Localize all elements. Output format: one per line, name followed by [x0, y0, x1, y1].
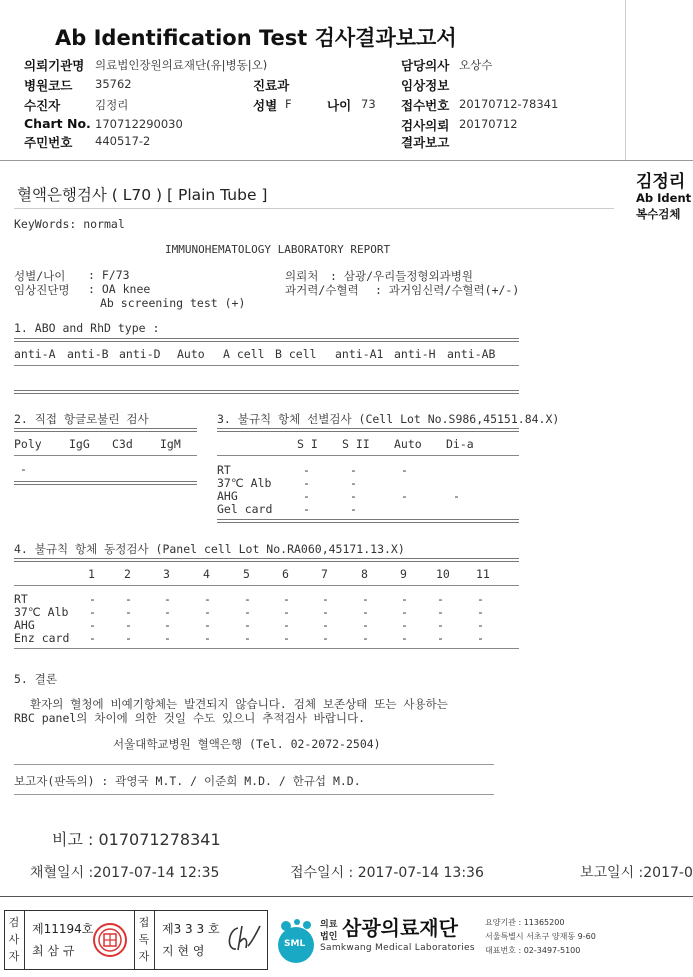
panel-cell: - [401, 592, 408, 606]
panel-cell: - [164, 631, 171, 645]
sex-age-label: 성별/나이 [14, 269, 66, 283]
result-report-label: 결과보고 [401, 135, 450, 150]
reporter-rule-top [14, 764, 494, 765]
panel-cell: - [322, 592, 329, 606]
panel-cell: - [164, 605, 171, 619]
abo-col: anti-A1 [335, 347, 384, 361]
inspector-label: 검사자 [8, 916, 20, 963]
contact-3: 대표번호 : 02-3497-5100 [485, 946, 581, 955]
clinical-info-label: 임상정보 [401, 78, 450, 93]
panel-cell: - [283, 605, 290, 619]
signature-sep [134, 910, 135, 970]
right-tab-line1: Ab Ident [636, 191, 692, 205]
section3-title: 3. 불규칙 항체 선별검사 (Cell Lot No.S986,45151.84.X) [217, 412, 560, 426]
hospital-code-value: 35762 [95, 77, 132, 91]
sex-age-value: : F/73 [88, 268, 130, 282]
panel-cell: - [283, 592, 290, 606]
inspector-name: 최 삼 규 [32, 944, 75, 958]
screen-cell: - [350, 502, 357, 516]
panel-cell: - [89, 631, 96, 645]
org-english: Samkwang Medical Laboratories [320, 943, 475, 953]
right-tab-line2: 복수검체 [636, 207, 681, 221]
report-title: Ab Identification Test 검사결과보고서 [55, 26, 457, 50]
section1-title: 1. ABO and RhD type : [14, 321, 160, 335]
dat-col: Poly [14, 437, 42, 451]
collector-value: 김정리 [95, 98, 129, 112]
panel-cell: - [244, 618, 251, 632]
conclusion-line2: RBC panel의 차이에 의한 것일 수도 있으니 추적검사 바랍니다. [14, 711, 365, 725]
section3-top-rule [217, 428, 519, 432]
panel-cell: - [322, 605, 329, 619]
section2-title: 2. 직접 항글로불린 검사 [14, 412, 149, 426]
panel-cell: - [362, 631, 369, 645]
panel-cell: - [244, 631, 251, 645]
panel-col: 5 [243, 567, 250, 581]
panel-cell: - [125, 592, 132, 606]
panel-col: 2 [124, 567, 131, 581]
remark: 비고 : 017071278341 [52, 830, 221, 849]
panel-cell: - [401, 618, 408, 632]
reporter-rule-bottom [14, 794, 494, 795]
screen-cell: - [350, 463, 357, 477]
panel-row-label: 37℃ Alb [14, 605, 69, 619]
abo-col: anti-B [67, 347, 109, 361]
panel-cell: - [89, 605, 96, 619]
conclusion-line1: 환자의 혈청에 비예기항체는 발견되지 않습니다. 검체 보존상태 또는 사용하는 [30, 697, 448, 711]
footer-divider [0, 896, 693, 897]
doctor-value: 오상수 [459, 58, 493, 72]
panel-cell: - [437, 605, 444, 619]
panel-cell: - [437, 618, 444, 632]
receipt-no-value: 20170712-78341 [459, 97, 559, 111]
panel-cell: - [244, 592, 251, 606]
screening: Ab screening test (+) [100, 296, 246, 310]
right-tab-name: 김정리 [636, 172, 686, 192]
panel-cell: - [362, 592, 369, 606]
panel-cell: - [437, 631, 444, 645]
panel-cell: - [362, 605, 369, 619]
collector-label: 수진자 [24, 98, 61, 113]
section2-top-rule [14, 428, 197, 432]
resident-no-value: 440517-2 [95, 134, 151, 148]
panel-cell: - [437, 592, 444, 606]
reported-date: 보고일시 :2017-0 [580, 865, 693, 881]
panel-cell: - [89, 592, 96, 606]
signature-sep [24, 910, 25, 970]
dat-col: IgM [160, 437, 181, 451]
section2-mid-rule [14, 455, 197, 456]
inspector-no: 제11194호 [32, 922, 94, 936]
screen-row-label: RT [217, 463, 231, 477]
age-label: 나이 [327, 98, 352, 113]
panel-row-label: AHG [14, 618, 35, 632]
panel-col: 4 [203, 567, 210, 581]
screen-cell: - [453, 489, 460, 503]
screen-col: Auto [394, 437, 422, 451]
panel-cell: - [204, 631, 211, 645]
screen-cell: - [303, 502, 310, 516]
panel-cell: - [164, 618, 171, 632]
diagnosis-value: : OA knee [88, 282, 151, 296]
panel-cell: - [283, 618, 290, 632]
diagnosis-label: 임상진단명 [14, 283, 70, 297]
panel-cell: - [477, 618, 484, 632]
section-title: 혈액은행검사 ( L70 ) [ Plain Tube ] [17, 186, 268, 204]
panel-cell: - [401, 631, 408, 645]
age-value: 73 [361, 97, 376, 111]
abo-col: Auto [177, 347, 205, 361]
section-title-divider [14, 208, 614, 209]
panel-cell: - [401, 605, 408, 619]
panel-columns [0, 567, 520, 581]
panel-cell: - [125, 605, 132, 619]
panel-col: 11 [476, 567, 490, 581]
panel-cell: - [89, 618, 96, 632]
signature-sep [154, 910, 155, 970]
reviewer-no: 제3 3 3 호 [162, 922, 220, 936]
chart-no-label: Chart No. [24, 116, 91, 131]
screen-cell: - [303, 476, 310, 490]
org-prefix-2: 법인 [320, 932, 338, 942]
requester-value: : 삼광/우리들정형외과병원 [330, 269, 473, 283]
section5-title: 5. 결론 [14, 672, 57, 686]
org-prefix-1: 의료 [320, 920, 338, 930]
institution: 서울대학교병원 혈액은행 (Tel. 02-2072-2504) [113, 737, 381, 751]
panel-col: 9 [400, 567, 407, 581]
abo-col: anti-AB [447, 347, 496, 361]
panel-row-label: RT [14, 592, 28, 606]
panel-cell: - [362, 618, 369, 632]
logo-text: SML [284, 939, 306, 949]
panel-cell: - [204, 592, 211, 606]
section1-top-rule [14, 338, 519, 342]
panel-cell: - [477, 592, 484, 606]
panel-cell: - [244, 605, 251, 619]
test-request-label: 검사의뢰 [401, 118, 450, 133]
panel-col: 8 [361, 567, 368, 581]
panel-cell: - [125, 618, 132, 632]
panel-cell: - [322, 631, 329, 645]
receipt-no-label: 접수번호 [401, 98, 450, 113]
header-divider [0, 160, 693, 161]
department-label: 진료과 [253, 78, 290, 93]
hospital-value: 의료법인장원의료재단(유|병동|오) [95, 58, 268, 72]
dat-value: - [20, 462, 27, 476]
reviewer-label: 접독자 [138, 916, 150, 963]
panel-cell: - [477, 605, 484, 619]
panel-cell: - [477, 631, 484, 645]
panel-cell: - [125, 631, 132, 645]
panel-cell: - [204, 618, 211, 632]
panel-rows [0, 592, 520, 648]
section3-mid-rule [217, 455, 519, 456]
section1-bottom-rule [14, 390, 519, 394]
panel-col: 7 [321, 567, 328, 581]
screen-cell: - [303, 489, 310, 503]
screen-col: S I [297, 437, 318, 451]
right-edge-line [625, 0, 626, 160]
test-request-value: 20170712 [459, 117, 518, 131]
section1-mid-rule [14, 365, 519, 366]
section2-bottom-rule [14, 481, 197, 485]
resident-no-label: 주민번호 [24, 135, 73, 150]
history-value: : 과거임신력/수혈력(+/-) [375, 283, 520, 297]
doctor-label: 담당의사 [401, 58, 450, 73]
screen-cell: - [350, 476, 357, 490]
screen-row-label: AHG [217, 489, 238, 503]
requester-label: 의뢰처 [285, 269, 319, 283]
panel-cell: - [322, 618, 329, 632]
section4-mid-rule [14, 585, 519, 586]
dat-col: C3d [112, 437, 133, 451]
history-label: 과거력/수혈력 [285, 283, 359, 297]
section4-top-rule [14, 558, 519, 562]
org-name: 삼광의료재단 [342, 916, 458, 940]
signature-icon [222, 922, 262, 956]
section4-bottom-rule [14, 648, 519, 649]
chart-no-value: 170712290030 [95, 117, 183, 131]
sex-value: F [285, 97, 292, 111]
screen-col: Di-a [446, 437, 474, 451]
hospital-code-label: 병원코드 [24, 78, 73, 93]
contact-2: 서울특별시 서초구 양재동 9-60 [485, 932, 596, 941]
panel-col: 3 [163, 567, 170, 581]
report-heading: IMMUNOHEMATOLOGY LABORATORY REPORT [165, 243, 391, 256]
abo-col: anti-D [119, 347, 161, 361]
abo-col: anti-A [14, 347, 56, 361]
section3-bottom-rule [217, 519, 519, 523]
hospital-label: 의뢰기관명 [24, 58, 85, 73]
panel-cell: - [164, 592, 171, 606]
received-date: 접수일시 : 2017-07-14 13:36 [290, 865, 484, 881]
sex-label: 성별 [253, 98, 278, 113]
abo-col: anti-H [394, 347, 436, 361]
panel-cell: - [204, 605, 211, 619]
panel-row-label: Enz card [14, 631, 70, 645]
screen-col: S II [342, 437, 370, 451]
screen-cell: - [401, 463, 408, 477]
panel-cell: - [283, 631, 290, 645]
panel-col: 10 [436, 567, 450, 581]
panel-col: 1 [88, 567, 95, 581]
screen-cell: - [303, 463, 310, 477]
dat-col: IgG [69, 437, 90, 451]
screen-row-label: Gel card [217, 502, 273, 516]
screen-cell: - [401, 489, 408, 503]
collected-date: 채혈일시 :2017-07-14 12:35 [30, 865, 220, 881]
abo-col: B cell [275, 347, 317, 361]
panel-col: 6 [282, 567, 289, 581]
keywords: KeyWords: normal [14, 217, 125, 231]
contact-1: 요양기관 : 11365200 [485, 918, 565, 927]
abo-col: A cell [223, 347, 265, 361]
reviewer-name: 지 현 영 [162, 944, 205, 958]
seal-icon [92, 922, 128, 958]
reporters: 보고자(판독의) : 곽영국 M.T. / 이준희 M.D. / 한규섭 M.D. [14, 774, 361, 788]
screen-row-label: 37℃ Alb [217, 476, 272, 490]
screen-cell: - [350, 489, 357, 503]
section4-title: 4. 불규칙 항체 동정검사 (Panel cell Lot No.RA060,45171.13.X) [14, 542, 405, 556]
